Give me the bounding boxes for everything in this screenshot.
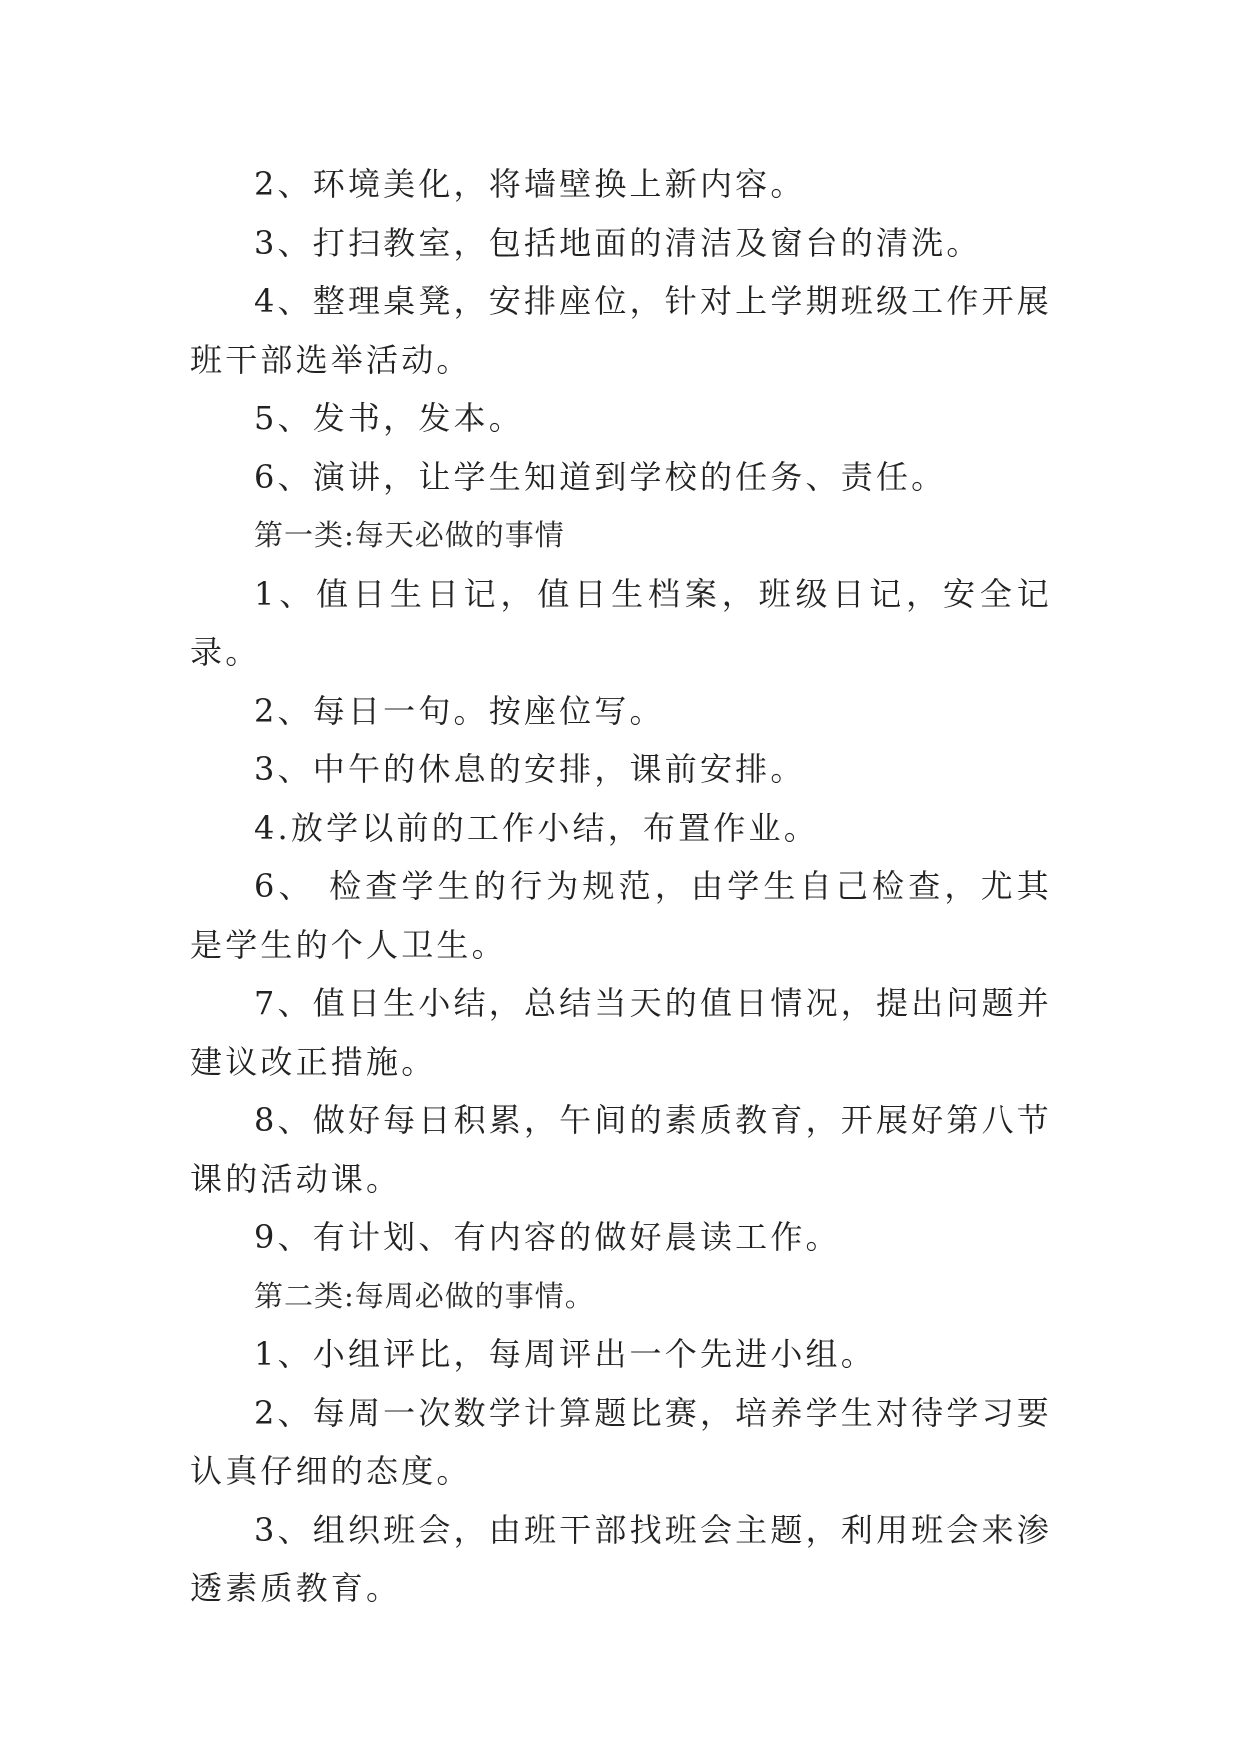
list-item: 1、值日生日记，值日生档案，班级日记，安全记录。	[190, 574, 1052, 671]
list-item: 3、打扫教室，包括地面的清洁及窗台的清洗。	[254, 223, 982, 262]
list-item: 2、环境美化，将墙壁换上新内容。	[254, 165, 806, 203]
section-heading: 第二类:每周必做的事情。	[254, 1278, 595, 1313]
list-item: 5、发书，发本。	[254, 399, 524, 437]
list-item: 2、每周一次数学计算题比赛，培养学生对待学习要认真仔细的态度。	[190, 1393, 1052, 1490]
list-item: 3、组织班会，由班干部找班会主题，利用班会来渗透素质教育。	[190, 1510, 1052, 1607]
list-item: 2、每日一句。按座位写。	[254, 691, 665, 730]
section-heading: 第一类:每天必做的事情	[254, 518, 565, 552]
list-item: 6、 检查学生的行为规范，由学生自己检查，尤其是学生的个人卫生。	[190, 867, 1052, 964]
document-body	[190, 155, 1052, 1618]
list-item: 9、有计划、有内容的做好晨读工作。	[254, 1218, 841, 1256]
list-item: 4、整理桌凳，安排座位，针对上学期班级工作开展班干部选举活动。	[190, 282, 1052, 379]
list-item: 7、值日生小结，总结当天的值日情况，提出问题并建议改正措施。	[190, 984, 1052, 1081]
list-item: 4.放学以前的工作小结，布置作业。	[254, 808, 819, 847]
list-item: 8、做好每日积累，午间的素质教育，开展好第八节课的活动课。	[190, 1101, 1052, 1198]
list-item: 1、小组评比，每周评出一个先进小组。	[254, 1335, 876, 1373]
list-item: 6、演讲，让学生知道到学校的任务、责任。	[254, 457, 947, 496]
list-item: 3、中午的休息的安排，课前安排。	[254, 750, 806, 788]
